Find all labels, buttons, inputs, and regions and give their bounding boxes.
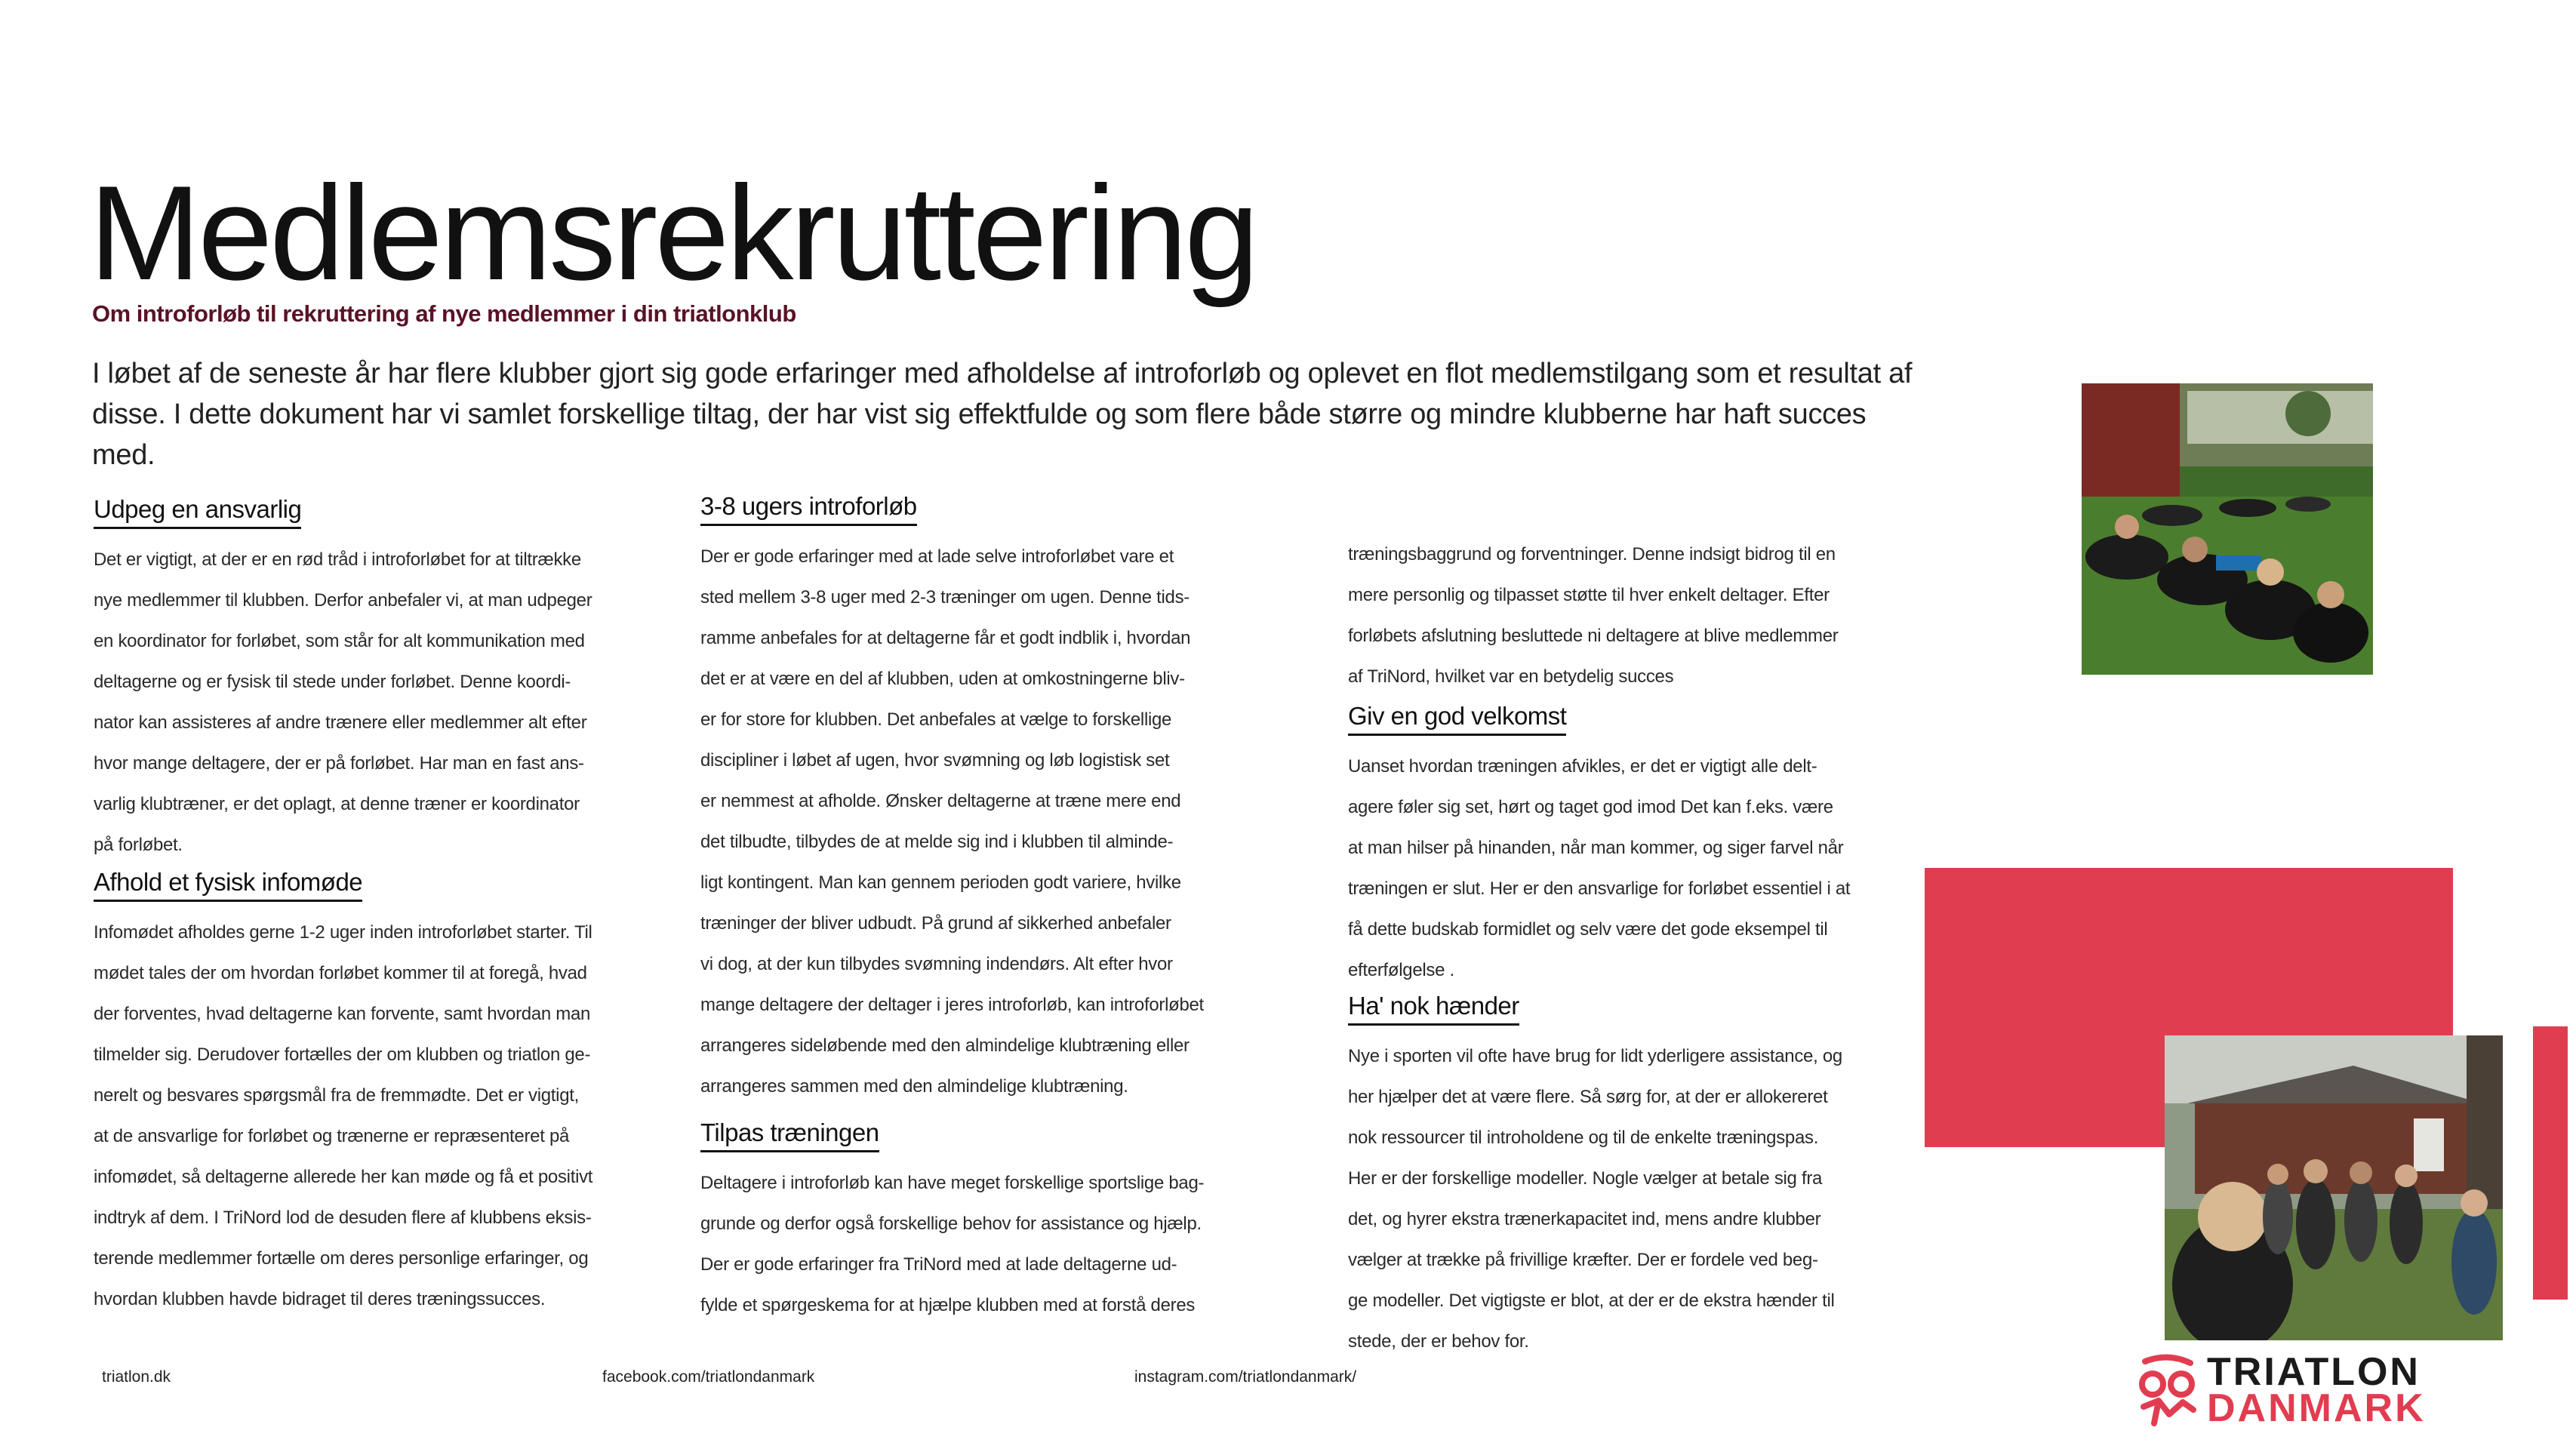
section-introforloeb [700, 492, 1259, 1107]
photo-group-meeting-image [2165, 1035, 2503, 1340]
logo-text-triatlon: TRIATLON [2207, 1350, 2421, 1394]
section-infomoede [94, 868, 652, 1320]
section-text: Infomødet afholdes gerne 1-2 uger inden introforløbet starter. Til mødet tales der om hvordan forløbet kommer til at foregå, hvad der forventes, hvad deltagerne kan forvente, samt hvordan man tilmelder sig. Derudover fortælles der om klubben og triatlon ge- nerelt og besvares spørgsmål fra de fremmødte. Det er vigtigt, at de ansvarlige for forløbet og trænerne er repræsenteret på infomødet, så deltagerne allerede her kan møde og få et positivt indtryk af dem. I TriNord lod de desuden flere af klubbens eksis- terende medlemmer fortælle om deres personlige erfaringer, og hvordan klubben havde bidraget til deres træningssucces. [94, 922, 593, 1309]
section-heading: 3-8 ugers introforløb [700, 492, 917, 526]
triathlete-logo-icon [2136, 1354, 2199, 1426]
section-velkomst [1348, 702, 1907, 991]
footer-website[interactable]: triatlon.dk [102, 1368, 171, 1386]
footer-instagram[interactable]: instagram.com/triatlondanmark/ [1134, 1368, 1357, 1386]
section-text: Der er gode erfaringer med at lade selve introforløbet vare et sted mellem 3-8 uger med 2-3 træninger om ugen. Denne tids- ramme anbefales for at deltagerne får et godt indblik i, hvordan det er at være en del af klubben, uden at omkostningerne bliv- er for store for klubben. Det anbefales at vælge to forskellige discipliner i løbet af ugen, hvor svømning og løb logistisk set er nemmest at afholde. Ønsker deltagerne at træne mere end det tilbudte, tilbydes de at melde sig ind i klubben til alminde- ligt kontingent. Man kan gennem perioden godt variere, hvilke træninger der bliver udbudt. På grund af sikkerhed anbefaler vi dog, at der kun tilbydes svømning indendørs. Alt efter hvor mange deltagere der deltager i jeres introforløb, kan introforløbet arrangeres sideløbende med den almindelige klubtræning eller arrangeres sammen med den almindelige klubtræning. [700, 546, 1204, 1097]
section-text: Det er vigtigt, at der er en rød tråd i introforløbet for at tiltrække nye medlemmer til klubben. Derfor anbefaler vi, at man udpeger en koordinator for forløbet, som står for alt kommunikation med deltagerne og er fysisk til stede under forløbet. Denne koordi- nator kan assisteres af andre trænere eller medlemmer alt efter hvor mange deltagere, der er på forløbet. Har man en fast ans- varlig klubtræner, er det oplagt, at denne træner er koordinator på forløbet. [94, 549, 592, 855]
section-text: Nye i sporten vil ofte have brug for lidt yderligere assistance, og her hjælper det at være flere. Så sørg for, at der er allokereret nok ressourcer til introholdene og til de enkelte træningspas. Her er der forskellige modeller. Nogle vælger at betale sig fra det, og hyrer ekstra trænerkapacitet ind, mens andre klubber vælger at trække på frivillige kræfter. Der er fordele ved beg- ge modeller. Det vigtigste er blot, at der er de ekstra hænder til stede, der er behov for. [1348, 1046, 1842, 1352]
red-accent-edge [2533, 1026, 2568, 1300]
photo-group-on-grass [2082, 383, 2373, 675]
section-heading: Ha' nok hænder [1348, 992, 1519, 1026]
section-text: Uanset hvordan træningen afvikles, er det er vigtigt alle delt- agere føler sig set, hørt og taget god imod Det kan f.eks. være at man hilser på hinanden, når man kommer, og siger farvel når træningen er slut. Her er den ansvarlige for forløbet essentiel i at få dette budskab formidlet og selv være det gode eksempel til efterfølgelse . [1348, 756, 1851, 980]
section-heading: Afhold et fysisk infomøde [94, 868, 362, 902]
section-heading: Giv en god velkomst [1348, 702, 1566, 736]
section-ansvarlig [94, 495, 652, 866]
section-tilpas-continued [1348, 534, 1907, 697]
section-heading: Tilpas træningen [700, 1118, 879, 1152]
section-haender [1348, 992, 1907, 1362]
photo-group-on-grass-image [2082, 383, 2373, 675]
section-tilpas [700, 1118, 1259, 1326]
section-text: Deltagere i introforløb kan have meget forskellige sportslige bag- grunde og derfor også forskellige behov for assistance og hjælp. Der er gode erfaringer fra TriNord med at lade deltagerne ud- fylde et spørgeskema for at hjælpe klubben med at forstå deres [700, 1173, 1205, 1315]
logo-text-danmark: DANMARK [2207, 1386, 2426, 1430]
section-heading: Udpeg en ansvarlig [94, 495, 301, 529]
triatlon-danmark-logo [2136, 1352, 2468, 1428]
section-text: træningsbaggrund og forventninger. Denne indsigt bidrog til en mere personlig og tilpasset støtte til hver enkelt deltager. Efter forløbets afslutning besluttede ni deltagere at blive medlemmer af TriNord, hvilket var en betydelig succes [1348, 544, 1839, 687]
intro-paragraph: I løbet af de seneste år har flere klubber gjort sig gode erfaringer med afholdelse af introforløb og oplevet en flot medlemstilgang som et resultat af disse. I dette dokument har vi samlet forskellige tiltag, der har vist sig effektfulde og som flere både større og mindre klubberne har haft succes med. [92, 358, 1913, 471]
page-subtitle: Om introforløb til rekruttering af nye medlemmer i din triatlonklub [92, 300, 796, 327]
page-title: Medlemsrekruttering [89, 158, 1257, 308]
footer-facebook[interactable]: facebook.com/triatlondanmark [602, 1368, 815, 1386]
photo-group-meeting [2165, 1035, 2503, 1340]
